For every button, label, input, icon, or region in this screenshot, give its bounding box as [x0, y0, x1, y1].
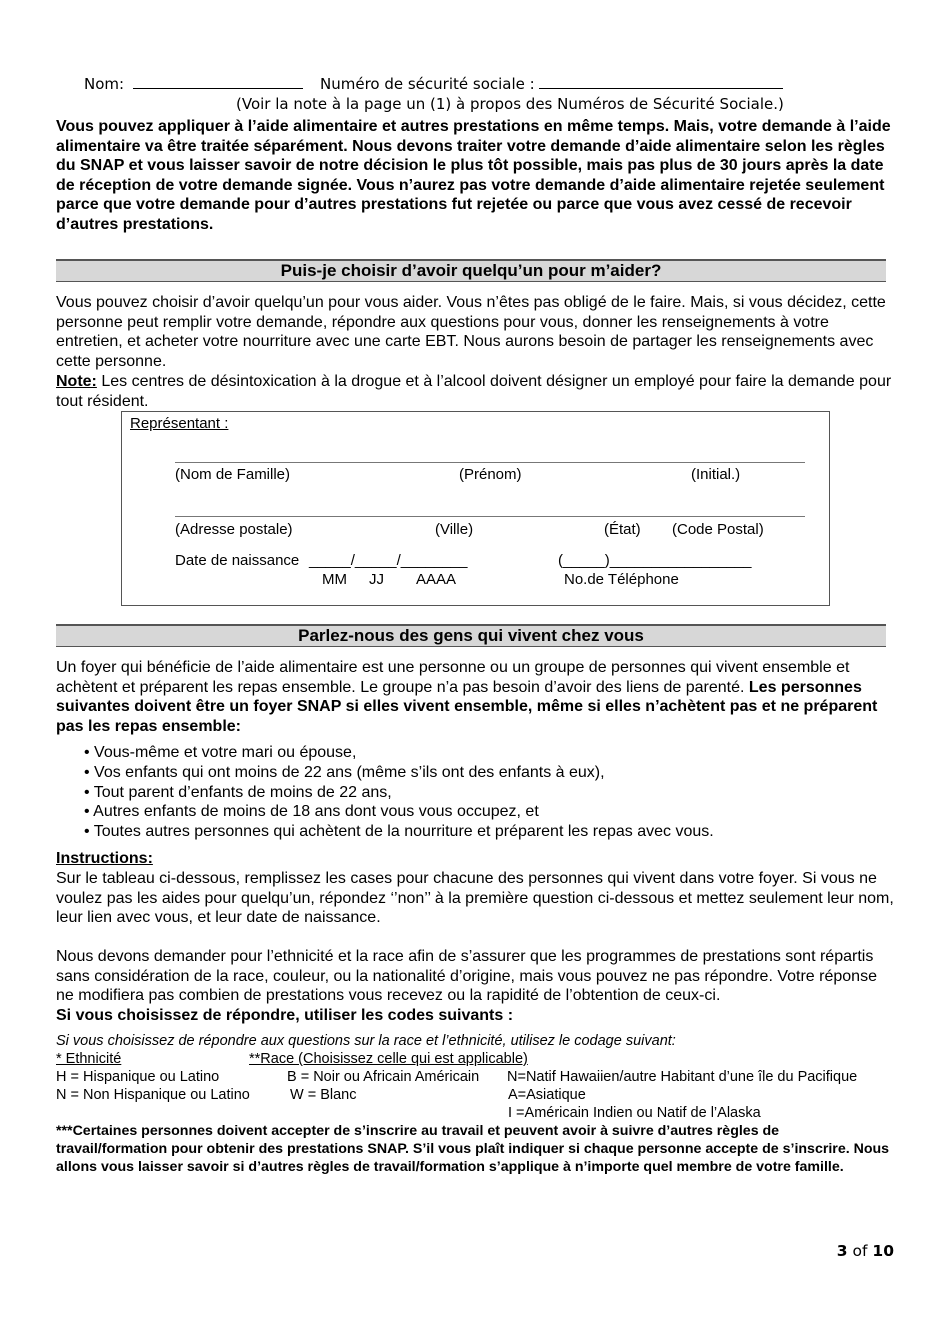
intro-paragraph: Vous pouvez appliquer à l’aide alimentaire et autres prestations en même temps. Mais, votre demande à l’aide alimentaire va être traitée séparément. Nous devons traiter votre demande d’aide alimentaire selon les règles du SNAP et vous laisser savoir de notre décision le plus tôt possible, mais pas plus de 30 jours après la date de réception de votre demande signée. Vous n’aurez pas votre demande d’aide alimentaire rejetée seulement parce que votre demande pour d’autres prestations fut rejetée ou parce que vous avez cessé de recevoir d’autres prestations.: [56, 118, 891, 233]
section-household-heading: Parlez-nous des gens qui vivent chez vous: [56, 624, 886, 647]
help-note: [56, 372, 894, 411]
ssn-note: (Voir la note à la page un (1) à propos des Numéros de Sécurité Sociale.): [236, 95, 784, 113]
phone-label: No.de Téléphone: [564, 571, 679, 588]
list-item: • Vos enfants qui ont moins de 22 ans (même s’ils ont des enfants à eux),: [84, 763, 605, 781]
dob-jj: JJ: [369, 571, 384, 588]
household-text: Un foyer qui bénéficie de l’aide alimentaire est une personne ou un groupe de personnes qui vivent ensemble et achètent et préparent les repas ensemble. Le groupe n’a pas besoin d’avoir des liens de parenté.: [56, 659, 850, 696]
ethnicity-paragraph: Nous devons demander pour l’ethnicité et la race afin de s’assurer que les programmes de prestations sont répartis sans considération de la race, couleur, ou la nationalité d’origine, mais vous pouvez ne pas répondre. Votre réponse ne modifiera pas combien de prestations vous recevez ou la rapidité de l’obtention de ceux-ci.: [56, 948, 877, 1005]
initial-label: (Initial.): [691, 466, 741, 483]
household-bullet-list: [84, 743, 714, 842]
name-entry-line[interactable]: [175, 462, 805, 463]
address-label: (Adresse postale): [175, 521, 293, 538]
help-paragraph: Vous pouvez choisir d’avoir quelqu’un pour vous aider. Vous n’êtes pas obligé de le faire. Mais, si vous décidez, cette personne peut remplir votre demande, répondre aux questions pour vous, donner les renseignements à votre entretien, et acheter votre nourriture avec une carte EBT. Nous aurons besoin de partager les renseignements avec cette personne.: [56, 294, 886, 370]
race-code-n: N=Natif Hawaiien/autre Habitant d’une île du Pacifique: [507, 1069, 858, 1085]
household-paragraph: [56, 658, 894, 736]
race-code-i: I =Américain Indien ou Natif de l’Alaska: [508, 1105, 761, 1121]
name-field: [84, 74, 303, 93]
instructions-paragraph: Sur le tableau ci-dessous, remplissez les cases pour chacune des personnes qui vivent dans votre foyer. Si vous ne voulez pas les aides pour quelqu’un, répondez ‘’non’’ à la première question ci-dessous et mettez seulement leur nom, leur lien avec vous, et leur date de naissance.: [56, 870, 894, 927]
note-text: Les centres de désintoxication à la drogue et à l’alcool doivent désigner un employé pour faire la demande pour tout résident.: [56, 373, 892, 410]
address-entry-line[interactable]: [175, 516, 805, 517]
list-item: • Autres enfants de moins de 18 ans dont vous vous occupez, et: [84, 803, 539, 821]
dob-label: Date de naissance: [175, 552, 300, 569]
page-of: of: [852, 1242, 868, 1260]
note-label: Note:: [56, 373, 97, 390]
current-page: 3: [836, 1242, 848, 1260]
representative-box: [121, 411, 830, 606]
first-name-label: (Prénom): [459, 466, 522, 483]
list-item: • Toutes autres personnes qui achètent de la nourriture et préparent les repas avec vous.: [84, 823, 714, 841]
work-registration-note: ***Certaines personnes doivent accepter de s’inscrire au travail et peuvent avoir à suivre d’autres règles de travail/formation pour obtenir des prestations SNAP. S’il vous plaît indiquer si chaque personne accepte de s’inscrire. Nous allons vous laisser savoir si d’autres règles de travail/formation s’applique à n’importe quel membre de votre famille.: [56, 1123, 890, 1175]
phone-blank[interactable]: (_____)_________________: [558, 552, 752, 569]
name-label: Nom:: [84, 75, 125, 93]
ethnicity-code-h: H = Hispanique ou Latino: [56, 1069, 220, 1085]
ethnicity-code-n: N = Non Hispanique ou Latino: [56, 1087, 250, 1103]
total-pages: 10: [872, 1242, 894, 1260]
zip-label: (Code Postal): [672, 521, 764, 538]
section-help-heading: Puis-je choisir d’avoir quelqu’un pour m’aider?: [56, 259, 886, 282]
dob-blank[interactable]: _____/_____/________: [309, 552, 468, 569]
state-label: (État): [604, 521, 641, 538]
race-code-a: A=Asiatique: [508, 1087, 586, 1103]
race-code-b: B = Noir ou Africain Américain: [287, 1069, 480, 1085]
ssn-input-line[interactable]: [539, 74, 783, 89]
list-item: • Vous-même et votre mari ou épouse,: [84, 744, 357, 761]
name-input-line[interactable]: [133, 74, 303, 89]
codes-intro: Si vous choisissez de répondre aux questions sur la race et l’ethnicité, utilisez le codage suivant:: [56, 1033, 676, 1049]
dob-aaaa: AAAA: [416, 571, 457, 588]
page-number: [837, 1242, 894, 1260]
ssn-label: Numéro de sécurité sociale :: [320, 75, 535, 93]
list-item: • Tout parent d’enfants de moins de 22 ans,: [84, 783, 392, 801]
household-bold-text: Les personnes suivantes doivent être un foyer SNAP si elles vivent ensemble, même si elles n’achètent pas et ne préparent pas les repas ensemble:: [56, 678, 878, 735]
ethnicity-bold-line: Si vous choisissez de répondre, utiliser les codes suivants :: [56, 1007, 514, 1024]
city-label: (Ville): [435, 521, 474, 538]
race-header: **Race (Choisissez celle qui est applicable): [249, 1051, 528, 1067]
race-code-w: W = Blanc: [290, 1087, 357, 1103]
instructions-heading: Instructions:: [56, 850, 153, 867]
representative-title: Représentant :: [130, 415, 229, 432]
dob-mm: MM: [322, 571, 347, 588]
ssn-field: [320, 74, 783, 93]
last-name-label: (Nom de Famille): [175, 466, 291, 483]
ethnicity-header: * Ethnicité: [56, 1051, 122, 1067]
